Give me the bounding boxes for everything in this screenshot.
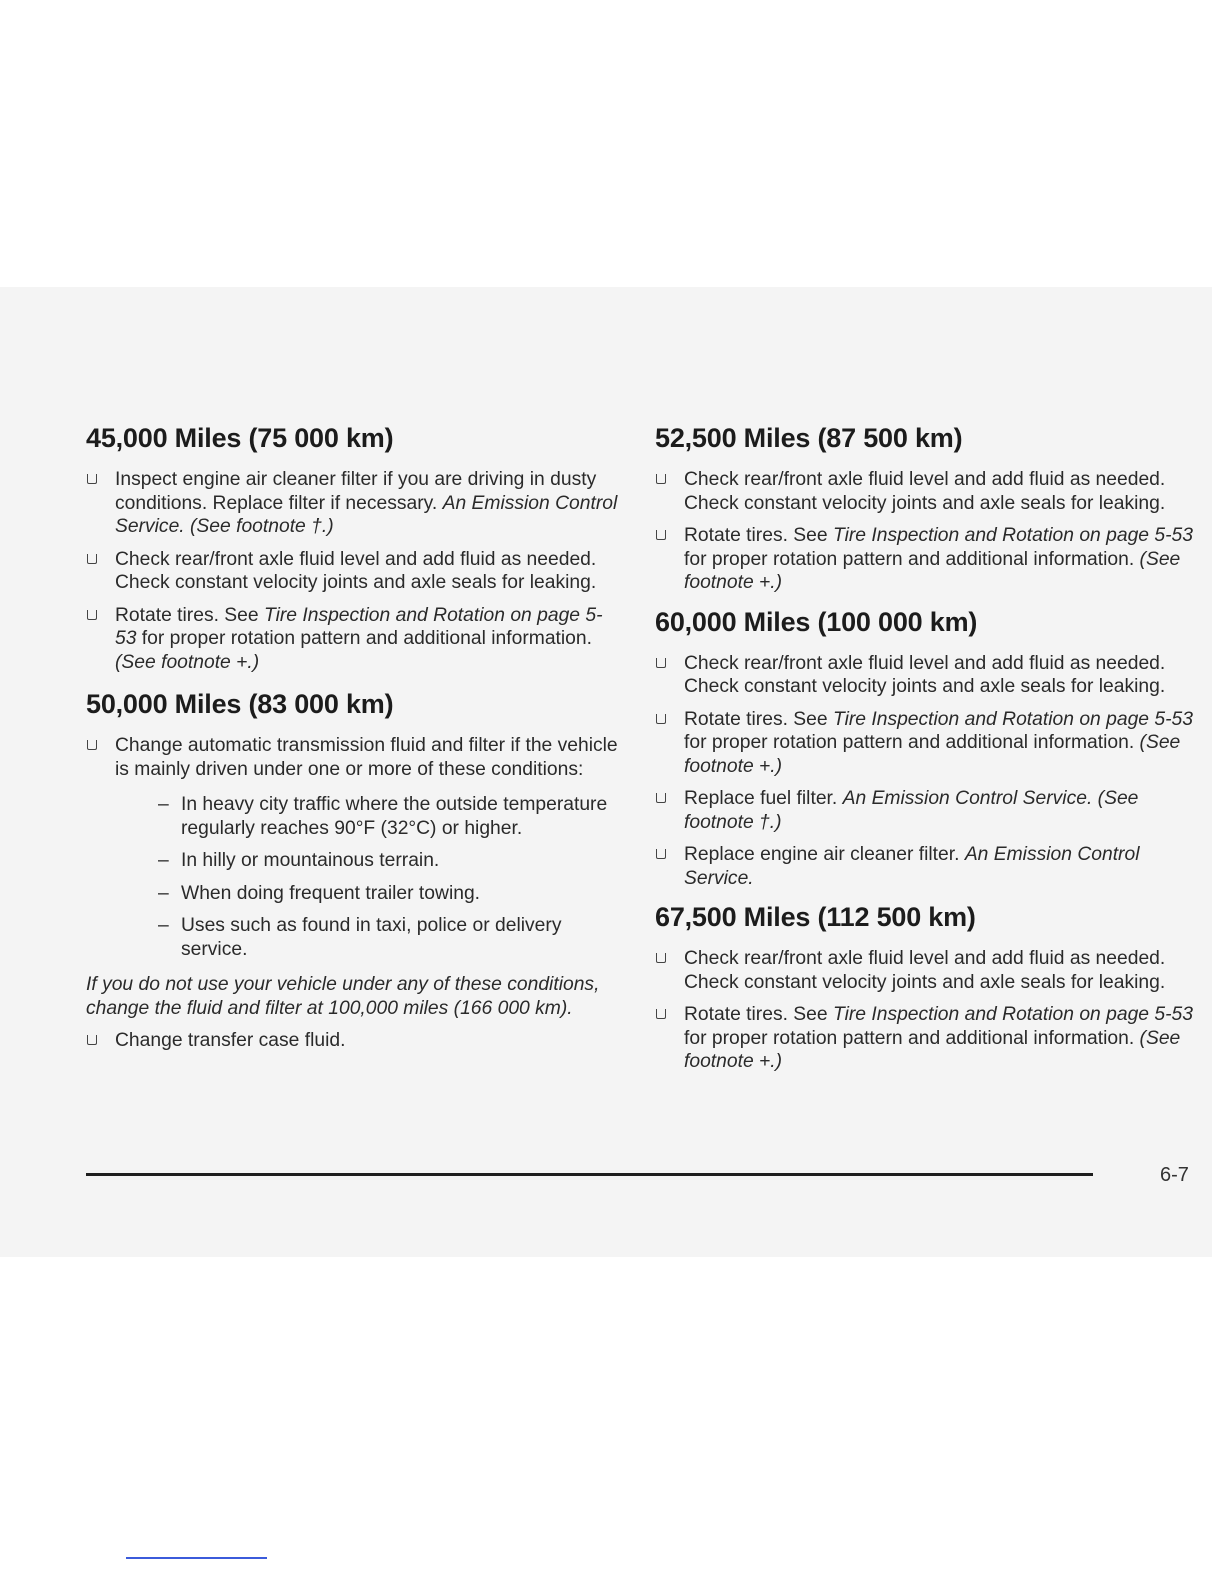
checkbox-icon — [656, 793, 666, 803]
checkbox-icon — [656, 953, 666, 963]
checklist-item: Replace fuel filter. An Emission Control Service. (See footnote †.) — [655, 787, 1197, 834]
heading-45000: 45,000 Miles (75 000 km) — [86, 423, 394, 453]
checkbox-icon — [87, 1035, 97, 1045]
checklist-item: Rotate tires. See Tire Inspection and Rotation on page 5-53 for proper rotation pattern and additional information. (See footnote +.) — [655, 524, 1197, 595]
checkbox-icon — [656, 530, 666, 540]
footer-rule — [86, 1173, 1093, 1176]
checklist-item: Rotate tires. See Tire Inspection and Rotation on page 5-53 for proper rotation pattern and additional information. (See footnote +.) — [655, 1003, 1197, 1074]
checklist-item: Check rear/front axle fluid level and add fluid as needed. Check constant velocity joints and axle seals for leaking. — [655, 468, 1197, 515]
checklist-item: Check rear/front axle fluid level and add fluid as needed. Check constant velocity joints and axle seals for leaking. — [655, 947, 1197, 994]
checkbox-icon — [656, 714, 666, 724]
right-column — [655, 420, 1197, 1083]
checkbox-icon — [87, 554, 97, 564]
checklist-item: Check rear/front axle fluid level and add fluid as needed. Check constant velocity joints and axle seals for leaking. — [655, 652, 1197, 699]
checkbox-icon — [656, 849, 666, 859]
left-column — [86, 420, 620, 1062]
cross-reference-link[interactable]: Tire Inspection and Rotation on page 5-53 — [832, 1004, 1193, 1025]
bottom-divider — [126, 1557, 267, 1559]
checklist-item: Rotate tires. See Tire Inspection and Rotation on page 5-53 for proper rotation pattern and additional information. (See footnote +.) — [86, 604, 620, 675]
checklist-item: Change automatic transmission fluid and filter if the vehicle is mainly driven under one or more of these conditions: — [86, 734, 620, 781]
condition-item: – When doing frequent trailer towing. — [158, 882, 481, 904]
checkbox-icon — [87, 474, 97, 484]
heading-52500: 52,500 Miles (87 500 km) — [655, 423, 963, 453]
condition-item: – In hilly or mountainous terrain. — [158, 850, 440, 871]
checklist-item: Replace engine air cleaner filter. An Emission Control Service. — [655, 843, 1197, 890]
checkbox-icon — [656, 474, 666, 484]
condition-item: – Uses such as found in taxi, police or delivery service. — [158, 915, 562, 960]
checklist-item: Rotate tires. See Tire Inspection and Rotation on page 5-53 for proper rotation pattern and additional information. (See footnote +.) — [655, 708, 1197, 779]
heading-60000: 60,000 Miles (100 000 km) — [655, 606, 978, 637]
conditions-note: If you do not use your vehicle under any of these conditions, change the fluid and filter at 100,000 miles (166 000 km). — [86, 974, 600, 1019]
page-number: 6-7 — [1160, 1164, 1189, 1186]
checkbox-icon — [87, 740, 97, 750]
cross-reference-link[interactable]: Tire Inspection and Rotation on page 5-53 — [832, 525, 1193, 546]
cross-reference-link[interactable]: Tire Inspection and Rotation on page 5-53 — [115, 604, 603, 649]
checklist-item: Change transfer case fluid. — [86, 1029, 620, 1053]
checkbox-icon — [87, 610, 97, 620]
checkbox-icon — [656, 1009, 666, 1019]
condition-item: – In heavy city traffic where the outside temperature regularly reaches 90°F (32°C) or higher. — [158, 794, 608, 839]
checkbox-icon — [656, 658, 666, 668]
heading-67500: 67,500 Miles (112 500 km) — [655, 902, 976, 932]
heading-50000: 50,000 Miles (83 000 km) — [86, 689, 394, 719]
checklist-item: Check rear/front axle fluid level and add fluid as needed. Check constant velocity joints and axle seals for leaking. — [86, 548, 620, 595]
checklist-item: Inspect engine air cleaner filter if you are driving in dusty conditions. Replace filter if necessary. An Emission Control Service. (See footnote †.) — [86, 468, 620, 539]
cross-reference-link[interactable]: Tire Inspection and Rotation on page 5-53 — [832, 708, 1193, 730]
